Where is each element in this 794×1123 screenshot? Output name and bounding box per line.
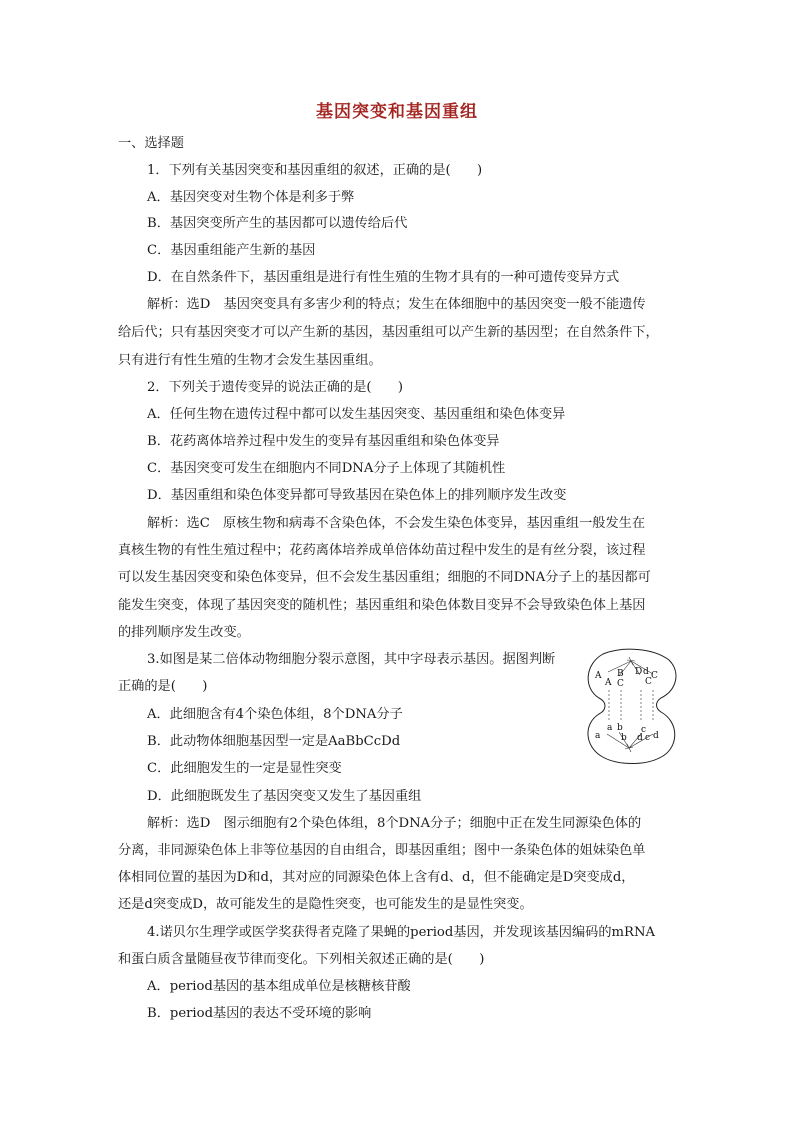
section-heading: 一、选择题 [118,136,184,151]
q1-option-b: B．基因突变所产生的基因都可以遗传给后代 [147,216,408,231]
q3-analysis-line: 解析：选D 图示细胞有2个染色体组，8个DNA分子；细胞中正在发生同源染色体的 [147,816,642,831]
q2-stem: 2．下列关于遗传变异的说法正确的是( ) [147,380,404,395]
cell-division-figure [583,648,681,764]
q3-option-d: D．此细胞既发生了基因突变又发生了基因重组 [147,789,422,804]
gene-label: b [621,733,627,743]
q1-option-a: A．基因突变对生物个体是利多于弊 [147,190,355,205]
q2-option-c: C．基因突变可发生在细胞内不同DNA分子上体现了其随机性 [147,461,506,476]
q3-option-c: C．此细胞发生的一定是显性突变 [147,761,342,776]
q1-analysis-line: 给后代；只有基因突变才可以产生新的基因，基因重组可以产生新的基因型；在自然条件下， [118,325,659,340]
q1-analysis-line: 只有进行有性生殖的生物才会发生基因重组。 [118,353,382,368]
q2-option-b: B．花药离体培养过程中发生的变异有基因重组和染色体变异 [147,434,500,449]
gene-label: A [605,678,612,688]
q3-option-b: B．此动物体细胞基因型一定是AaBbCcDd [147,734,401,749]
q4-option-b: B．period基因的表达不受环境的影响 [147,1006,372,1021]
gene-label: c [641,725,647,735]
q2-option-d: D．基因重组和染色体变异都可导致基因在染色体上的排列顺序发生改变 [147,488,567,503]
gene-label: C [651,671,658,681]
q2-analysis-line: 的排列顺序发生改变。 [118,625,250,640]
q2-option-a: A．任何生物在遗传过程中都可以发生基因突变、基因重组和染色体变异 [147,407,566,422]
gene-label: b [617,723,623,733]
q2-analysis-line: 可以发生基因突变和染色体变异，但不会发生基因重组；细胞的不同DNA分子上的基因都可 [118,570,651,585]
q1-option-d: D．在自然条件下，基因重组是进行有性生殖的生物才具有的一种可遗传变异方式 [147,270,620,285]
gene-label: d [637,733,643,743]
q4-stem: 4.诺贝尔生理学或医学奖获得者克隆了果蝇的period基因，并发现该基因编码的mRNA [147,925,656,940]
gene-label: A [595,671,602,681]
q1-option-c: C．基因重组能产生新的基因 [147,243,316,258]
q3-analysis-line: 还是d突变成D，故可能发生的是隐性突变，也可能发生的是显性突变。 [118,897,533,912]
gene-label: a [595,731,601,741]
q2-analysis-line: 能发生突变，体现了基因突变的随机性；基因重组和染色体数目变异不会导致染色体上基因 [118,598,646,613]
gene-label: d [643,667,649,677]
q3-option-a: A．此细胞含有4个染色体组，8个DNA分子 [147,707,403,722]
q3-stem: 3.如图是某二倍体动物细胞分裂示意图，其中字母表示基因。据图判断 [147,652,556,667]
gene-label: B [617,669,624,679]
equator-dashes [609,690,653,720]
q4-option-a: A．period基因的基本组成单位是核糖核苷酸 [147,979,411,994]
q3-analysis-line: 分离，非同源染色体上非等位基因的自由组合，即基因重组；图中一条染色体的姐妹染色单 [118,843,646,858]
gene-label: C [645,677,652,687]
q3-analysis-line: 体相同位置的基因为D和d，其对应的同源染色体上含有d、d，但不能确定是D突变成d， [118,870,635,885]
page-title: 基因突变和基因重组 [316,102,478,122]
gene-label: d [653,731,659,741]
q4-stem: 和蛋白质含量随昼夜节律而变化。下列相关叙述正确的是( ) [118,952,485,967]
gene-label: D [635,667,643,677]
q2-analysis-line: 真核生物的有性生殖过程中；花药离体培养成单倍体幼苗过程中发生的是有丝分裂，该过程 [118,543,646,558]
gene-label: c [645,733,651,743]
q2-analysis-line: 解析：选C 原核生物和病毒不含染色体，不会发生染色体变异，基因重组一般发生在 [147,516,646,531]
q3-stem: 正确的是( ) [118,679,208,694]
q1-analysis-line: 解析：选D 基因突变具有多害少利的特点；发生在体细胞中的基因突变一般不能遗传 [147,297,646,312]
gene-label: C [617,679,624,689]
q1-stem: 1．下列有关基因突变和基因重组的叙述，正确的是( ) [147,163,483,178]
gene-label: a [607,723,613,733]
